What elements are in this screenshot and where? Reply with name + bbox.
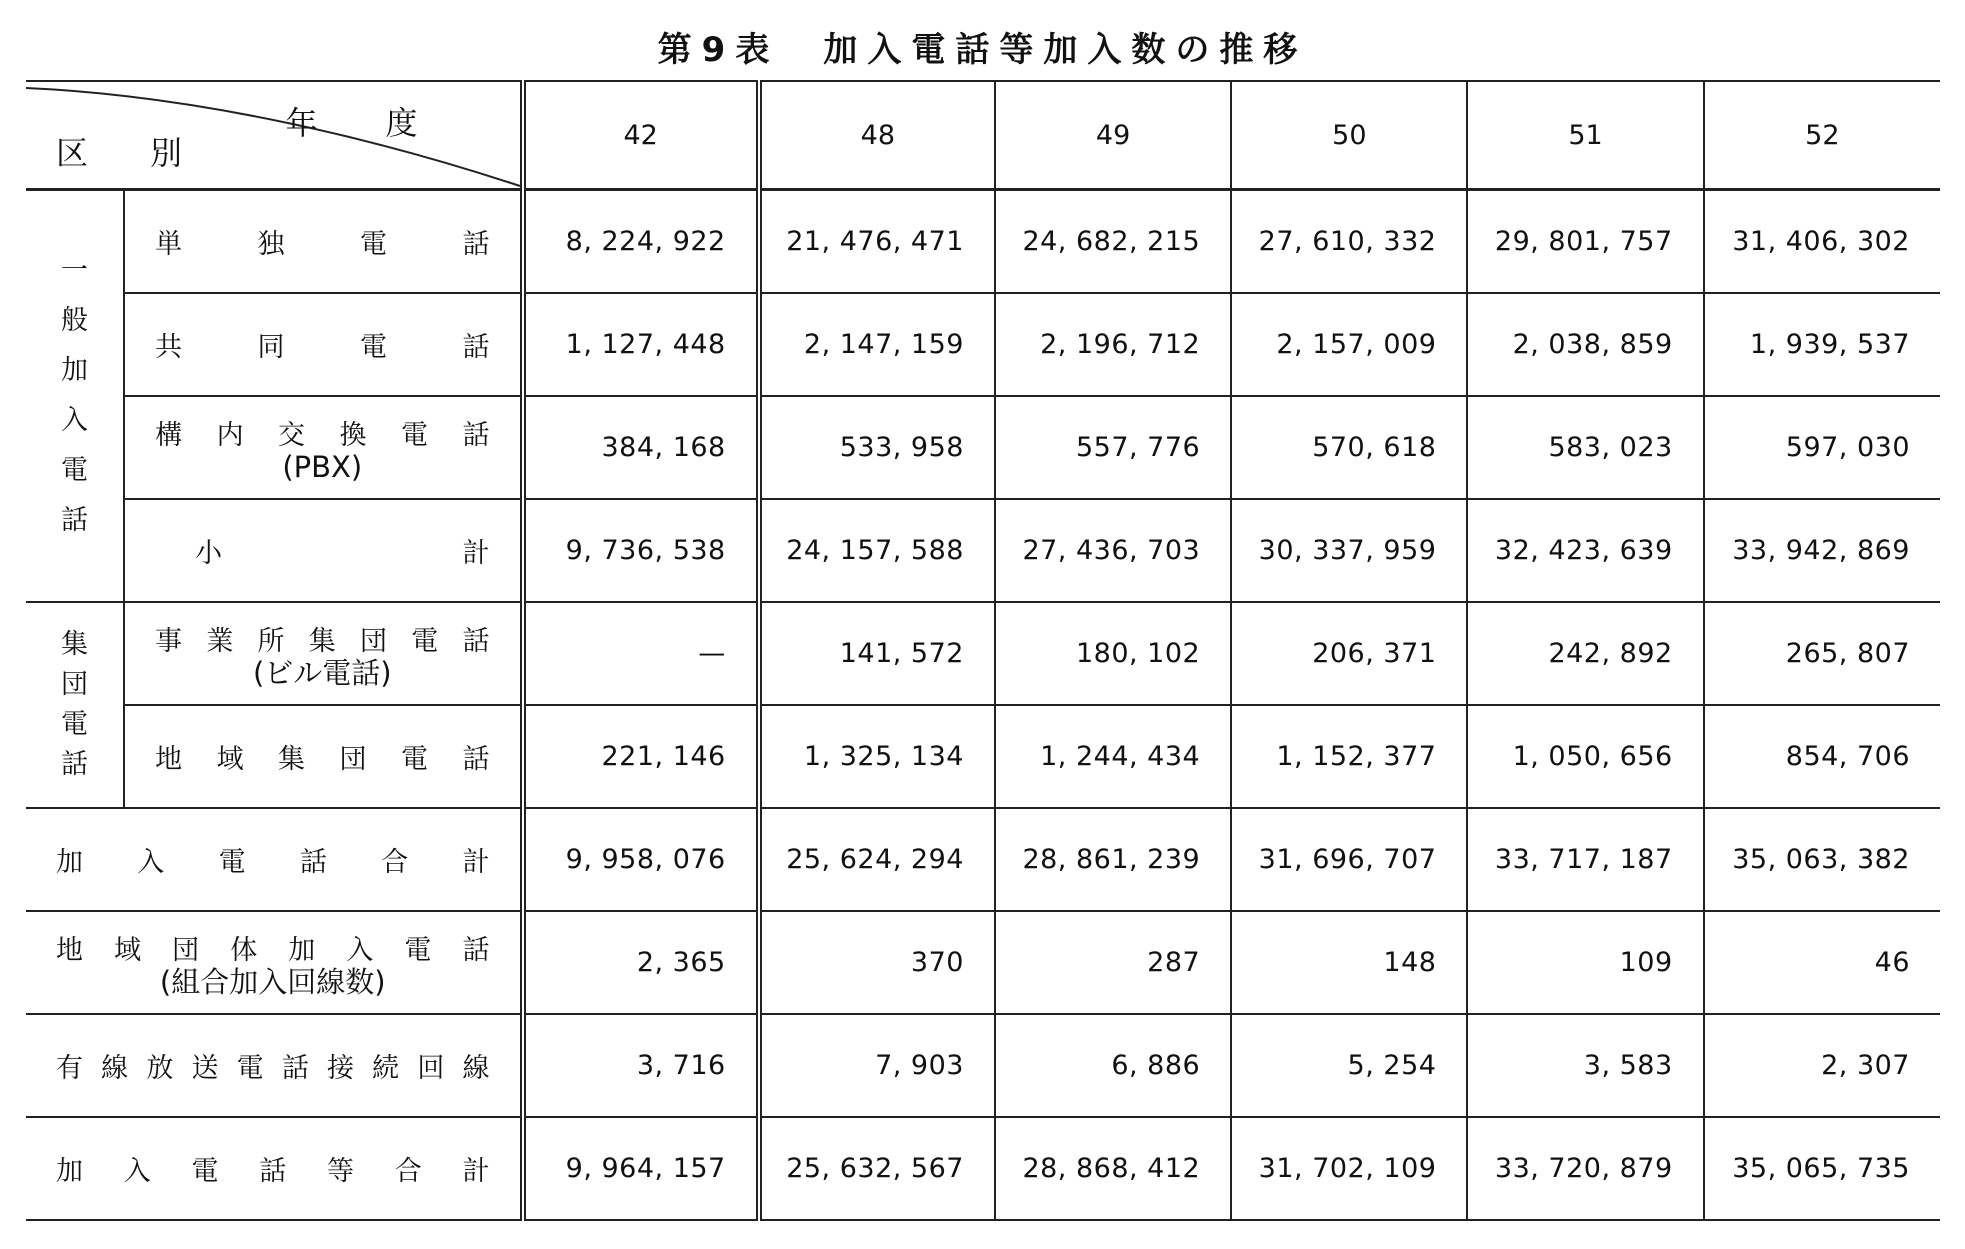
value-cell: 141, 572 <box>759 602 995 705</box>
value-cell: 35, 063, 382 <box>1704 808 1940 911</box>
value-cell: 27, 610, 332 <box>1231 190 1467 294</box>
year-header-label: 年度 <box>285 104 486 142</box>
value-cell: 2, 038, 859 <box>1467 293 1703 396</box>
value-cell: 31, 406, 302 <box>1704 190 1940 294</box>
subscriber-table <box>26 80 1940 1221</box>
value-cell: 35, 065, 735 <box>1704 1117 1940 1220</box>
value-cell: 1, 050, 656 <box>1467 705 1703 808</box>
value-cell: 21, 476, 471 <box>759 190 995 294</box>
value-cell: 557, 776 <box>995 396 1231 499</box>
value-cell: 7, 903 <box>759 1014 995 1117</box>
year-header: 42 <box>523 81 759 190</box>
value-cell: 148 <box>1231 911 1467 1014</box>
value-cell: 109 <box>1467 911 1703 1014</box>
value-cell: 206, 371 <box>1231 602 1467 705</box>
row-label: 構内交換電話 (PBX) <box>124 396 522 499</box>
row-label: 単独電話 <box>124 190 522 294</box>
value-cell: 9, 958, 076 <box>523 808 759 911</box>
value-cell: 33, 720, 879 <box>1467 1117 1703 1220</box>
row-label: 地域集団電話 <box>124 705 522 808</box>
value-cell: 2, 147, 159 <box>759 293 995 396</box>
value-cell: 533, 958 <box>759 396 995 499</box>
table-title: 第9表 加入電話等加入数の推移 <box>657 30 1308 70</box>
table-row <box>26 499 1940 602</box>
table-row <box>26 293 1940 396</box>
year-header: 48 <box>759 81 995 190</box>
table-row <box>26 396 1940 499</box>
table-row <box>26 602 1940 705</box>
header-row <box>26 81 1940 190</box>
value-cell: 2, 307 <box>1704 1014 1940 1117</box>
value-cell: 46 <box>1704 911 1940 1014</box>
group-collective-label: 集 団 電 話 <box>26 602 124 808</box>
value-cell: 1, 127, 448 <box>523 293 759 396</box>
value-cell: 25, 632, 567 <box>759 1117 995 1220</box>
value-cell: 265, 807 <box>1704 602 1940 705</box>
value-cell: 24, 157, 588 <box>759 499 995 602</box>
value-cell: 384, 168 <box>523 396 759 499</box>
row-label: 事業所集団電話 (ビル電話) <box>124 602 522 705</box>
row-label: 小計 <box>124 499 522 602</box>
table-row <box>26 1014 1940 1117</box>
row-label: 地域団体加入電話 (組合加入回線数) <box>26 911 523 1014</box>
value-cell: 3, 583 <box>1467 1014 1703 1117</box>
row-label: 共同電話 <box>124 293 522 396</box>
year-header: 51 <box>1467 81 1703 190</box>
value-cell: 29, 801, 757 <box>1467 190 1703 294</box>
category-header-label: 区別 <box>56 134 245 172</box>
value-cell: 30, 337, 959 <box>1231 499 1467 602</box>
table-row <box>26 808 1940 911</box>
year-header: 49 <box>995 81 1231 190</box>
header-corner-cell <box>26 81 523 190</box>
value-cell: 370 <box>759 911 995 1014</box>
value-cell: 6, 886 <box>995 1014 1231 1117</box>
value-cell: 2, 196, 712 <box>995 293 1231 396</box>
year-header: 52 <box>1704 81 1940 190</box>
value-cell: 24, 682, 215 <box>995 190 1231 294</box>
value-cell: 1, 152, 377 <box>1231 705 1467 808</box>
value-cell: 570, 618 <box>1231 396 1467 499</box>
value-cell: — <box>523 602 759 705</box>
table-row <box>26 705 1940 808</box>
value-cell: 8, 224, 922 <box>523 190 759 294</box>
table-row <box>26 911 1940 1014</box>
value-cell: 31, 696, 707 <box>1231 808 1467 911</box>
value-cell: 27, 436, 703 <box>995 499 1231 602</box>
value-cell: 33, 942, 869 <box>1704 499 1940 602</box>
value-cell: 3, 716 <box>523 1014 759 1117</box>
row-label: 加入電話合計 <box>26 808 523 911</box>
value-cell: 242, 892 <box>1467 602 1703 705</box>
value-cell: 2, 365 <box>523 911 759 1014</box>
value-cell: 597, 030 <box>1704 396 1940 499</box>
value-cell: 1, 244, 434 <box>995 705 1231 808</box>
row-label: 有線放送電話接続回線 <box>26 1014 523 1117</box>
value-cell: 2, 157, 009 <box>1231 293 1467 396</box>
value-cell: 32, 423, 639 <box>1467 499 1703 602</box>
value-cell: 28, 861, 239 <box>995 808 1231 911</box>
value-cell: 9, 736, 538 <box>523 499 759 602</box>
value-cell: 287 <box>995 911 1231 1014</box>
group-general-label: 一 般 加 入 電 話 <box>26 190 124 603</box>
value-cell: 31, 702, 109 <box>1231 1117 1467 1220</box>
value-cell: 5, 254 <box>1231 1014 1467 1117</box>
value-cell: 1, 939, 537 <box>1704 293 1940 396</box>
value-cell: 25, 624, 294 <box>759 808 995 911</box>
value-cell: 9, 964, 157 <box>523 1117 759 1220</box>
table-row <box>26 190 1940 294</box>
value-cell: 1, 325, 134 <box>759 705 995 808</box>
row-label: 加入電話等合計 <box>26 1117 523 1220</box>
value-cell: 221, 146 <box>523 705 759 808</box>
value-cell: 180, 102 <box>995 602 1231 705</box>
value-cell: 583, 023 <box>1467 396 1703 499</box>
value-cell: 33, 717, 187 <box>1467 808 1703 911</box>
value-cell: 28, 868, 412 <box>995 1117 1231 1220</box>
year-header: 50 <box>1231 81 1467 190</box>
value-cell: 854, 706 <box>1704 705 1940 808</box>
table-row <box>26 1117 1940 1220</box>
